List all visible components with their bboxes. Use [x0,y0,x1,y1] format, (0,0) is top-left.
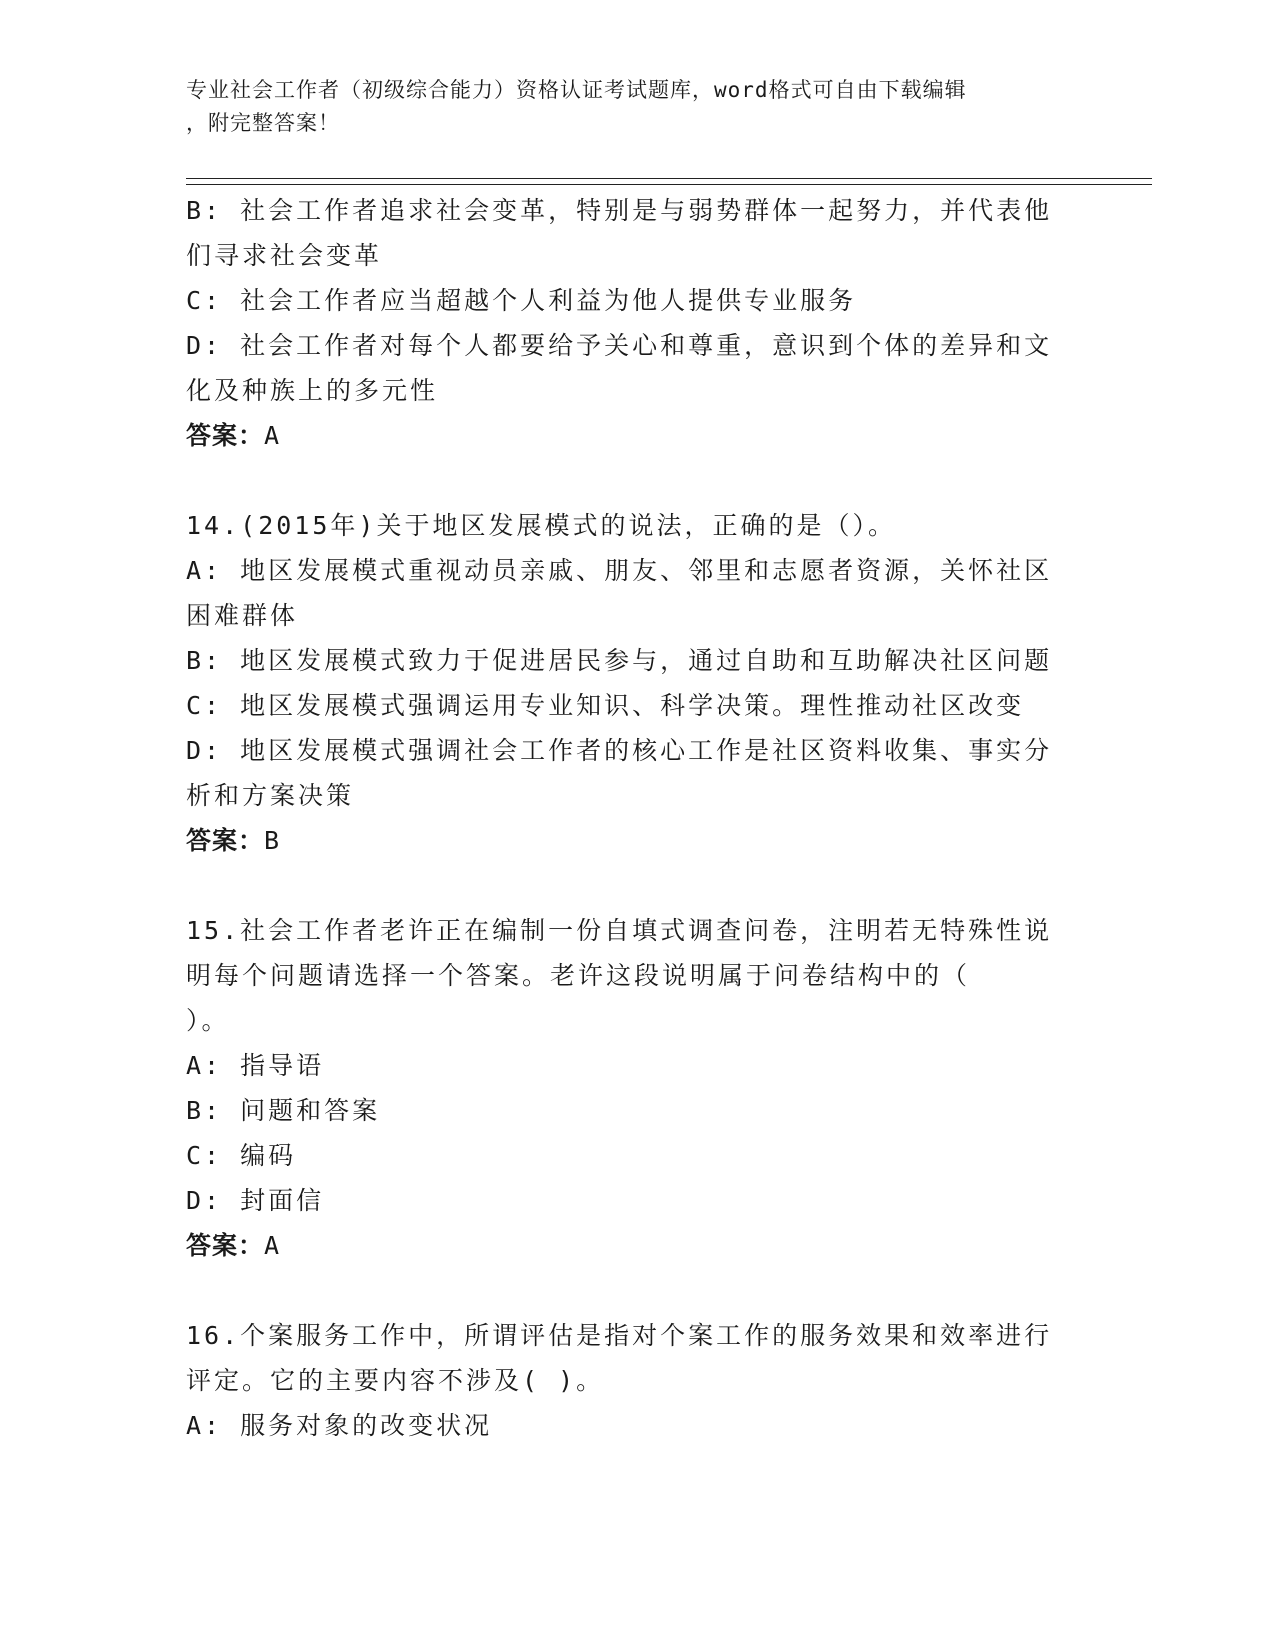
spacer [186,863,1086,908]
q13-option-b-line1: B: 社会工作者追求社会变革，特别是与弱势群体一起努力，并代表他 [186,196,1053,225]
q14-option-d-line1: D: 地区发展模式强调社会工作者的核心工作是社区资料收集、事实分 [186,736,1053,765]
q15-option-c: C: 编码 [186,1141,297,1170]
q14-option-a-line2: 困难群体 [186,601,299,630]
q16-stem-line1: 16.个案服务工作中，所谓评估是指对个案工作的服务效果和效率进行 [186,1321,1053,1350]
question-16 [186,1313,1086,1448]
q13-option-b-line2: 们寻求社会变革 [186,241,383,270]
q15-stem-line2: 明每个问题请选择一个答案。老许这段说明属于问卷结构中的（ [186,961,971,990]
q15-answer [186,1223,1086,1268]
q16-stem-line2: 评定。它的主要内容不涉及( )。 [186,1366,605,1395]
spacer [186,458,1086,503]
answer-label: 答案： [186,421,265,450]
q14-option-d-line2: 析和方案决策 [186,781,355,810]
q13-option-d-line2: 化及种族上的多元性 [186,376,439,405]
question-14 [186,503,1086,863]
q13-option-d-line1: D: 社会工作者对每个人都要给予关心和尊重，意识到个体的差异和文 [186,331,1053,360]
page-header [186,74,1066,140]
q13-answer [186,413,1086,458]
q14-option-b: B: 地区发展模式致力于促进居民参与，通过自助和互助解决社区问题 [186,646,1053,675]
q15-option-a: A: 指导语 [186,1051,325,1080]
document-body [186,188,1086,1448]
q13-answer-value: A [264,421,283,450]
q14-answer [186,818,1086,863]
answer-label: 答案： [186,1231,265,1260]
q15-stem-line1: 15.社会工作者老许正在编制一份自填式调查问卷，注明若无特殊性说 [186,916,1053,945]
spacer [186,1268,1086,1313]
q15-option-d: D: 封面信 [186,1186,325,1215]
question-15 [186,908,1086,1268]
q14-stem: 14.(2015年)关于地区发展模式的说法，正确的是（）。 [186,511,896,540]
header-divider-bottom [186,184,1152,185]
header-line-1: 专业社会工作者（初级综合能力）资格认证考试题库，word格式可自由下载编辑 [186,78,967,102]
answer-label: 答案： [186,826,265,855]
q15-stem-line3: ）。 [186,1006,230,1035]
q15-option-b: B: 问题和答案 [186,1096,381,1125]
q14-option-c: C: 地区发展模式强调运用专业知识、科学决策。理性推动社区改变 [186,691,1025,720]
q16-option-a: A: 服务对象的改变状况 [186,1411,493,1440]
header-divider-top [186,178,1152,179]
question-13 [186,188,1086,458]
header-line-2: ，附完整答案！ [186,111,340,135]
q14-answer-value: B [264,826,283,855]
q15-answer-value: A [264,1231,283,1260]
q13-option-c: C: 社会工作者应当超越个人利益为他人提供专业服务 [186,286,857,315]
q14-option-a-line1: A: 地区发展模式重视动员亲戚、朋友、邻里和志愿者资源，关怀社区 [186,556,1053,585]
